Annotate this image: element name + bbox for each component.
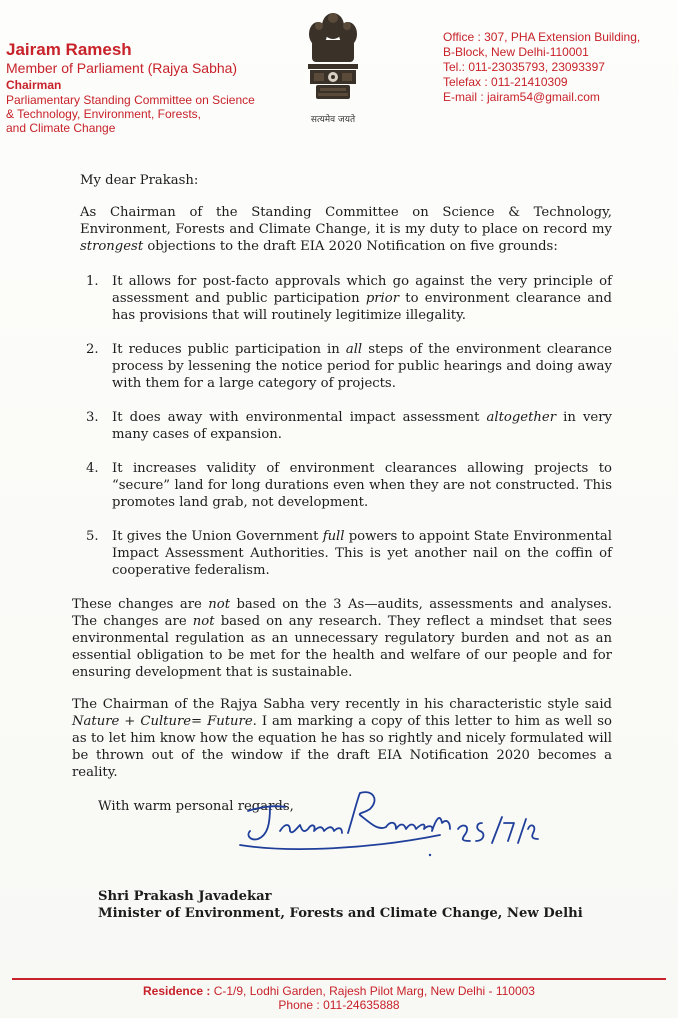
office-address-line-2: B-Block, New Delhi-110001 (443, 45, 589, 59)
pen-dot (429, 854, 431, 856)
closing: With warm personal regards, (98, 799, 294, 814)
residence-phone: Phone : 011-24635888 (278, 998, 400, 1012)
sender-chairman-label: Chairman (6, 78, 62, 92)
footer-residence (0, 984, 678, 1012)
email: E-mail : jairam54@gmail.com (443, 90, 600, 104)
recipient-name: Shri Prakash Javadekar (98, 889, 272, 904)
emblem-motto: सत्यमेव जयते (310, 115, 356, 125)
handwritten-signature (230, 783, 540, 863)
list-item: 5. It gives the Union Government full powers to appoint State Environmental Impact Assessment Authorities. This is yet another nail on the coffin of cooperative federalism. (86, 529, 612, 578)
residence-line: Residence : C-1/9, Lodhi Garden, Rajesh Pilot Marg, New Delhi - 110003 (143, 984, 535, 998)
list-item: 3. It does away with environmental impact assessment altogether in very many cases of expansion. (86, 410, 612, 442)
intro-paragraph: As Chairman of the Standing Committee on Science & Technology, Environment, Forests and Climate Change, it is my duty to place on record my strongest objections to the draft EIA 2020 Notification on five grounds: (80, 205, 612, 254)
recipient-title: Minister of Environment, Forests and Climate Change, New Delhi (98, 906, 583, 921)
letterhead-contact (443, 30, 640, 105)
telephone: Tel.: 011-23035793, 23093397 (443, 60, 605, 74)
committee-line-1: Parliamentary Standing Committee on Science (6, 93, 255, 107)
list-item: 4. It increases validity of environment clearances allowing projects to “secure” land for long durations even when they are not constructed. This promotes land grab, not development. (86, 461, 612, 510)
committee-line-3: and Climate Change (6, 121, 116, 135)
list-item: 1. It allows for post-facto approvals which go against the very principle of assessment and public participation prior to environment clearance and has provisions that will routinely legitimize illegality. (86, 274, 612, 323)
telefax: Telefax : 011-21410309 (443, 75, 568, 89)
letter-body (72, 172, 612, 796)
office-address-line-1: Office : 307, PHA Extension Building, (443, 30, 641, 44)
analysis-paragraph: These changes are not based on the 3 As—audits, assessments and analyses. The changes are not based on any research. They reflect a mindset that sees environmental regulation as an unnecessary regulatory burden and not as an essential obligation to be met for the health and welfare of our people and for ensuring development that is sustainable. (72, 597, 613, 680)
sender-role: Member of Parliament (Rajya Sabha) (6, 60, 238, 76)
objections-list (72, 273, 612, 579)
recipient-block (98, 888, 583, 922)
list-item: 2. It reduces public participation in all steps of the environment clearance process by lessening the notice period for public hearings and doing away with them for a large category of projects. (86, 342, 612, 391)
chairman-paragraph: The Chairman of the Rajya Sabha very recently in his characteristic style said Nature + Culture= Future. I am marking a copy of this letter to him as well so as to let him know how the equation he has so rightly and nicely formulated will be thrown out of the window if the draft EIA Notification 2020 becomes a reality. (72, 697, 612, 780)
national-emblem (298, 4, 368, 129)
sender-name: Jairam Ramesh (6, 40, 132, 59)
lion-capital-icon (298, 4, 368, 110)
footer-divider (12, 978, 666, 980)
salutation: My dear Prakash: (80, 173, 199, 188)
letterhead-sender (6, 40, 255, 135)
committee-line-2: & Technology, Environment, Forests, (6, 107, 201, 121)
